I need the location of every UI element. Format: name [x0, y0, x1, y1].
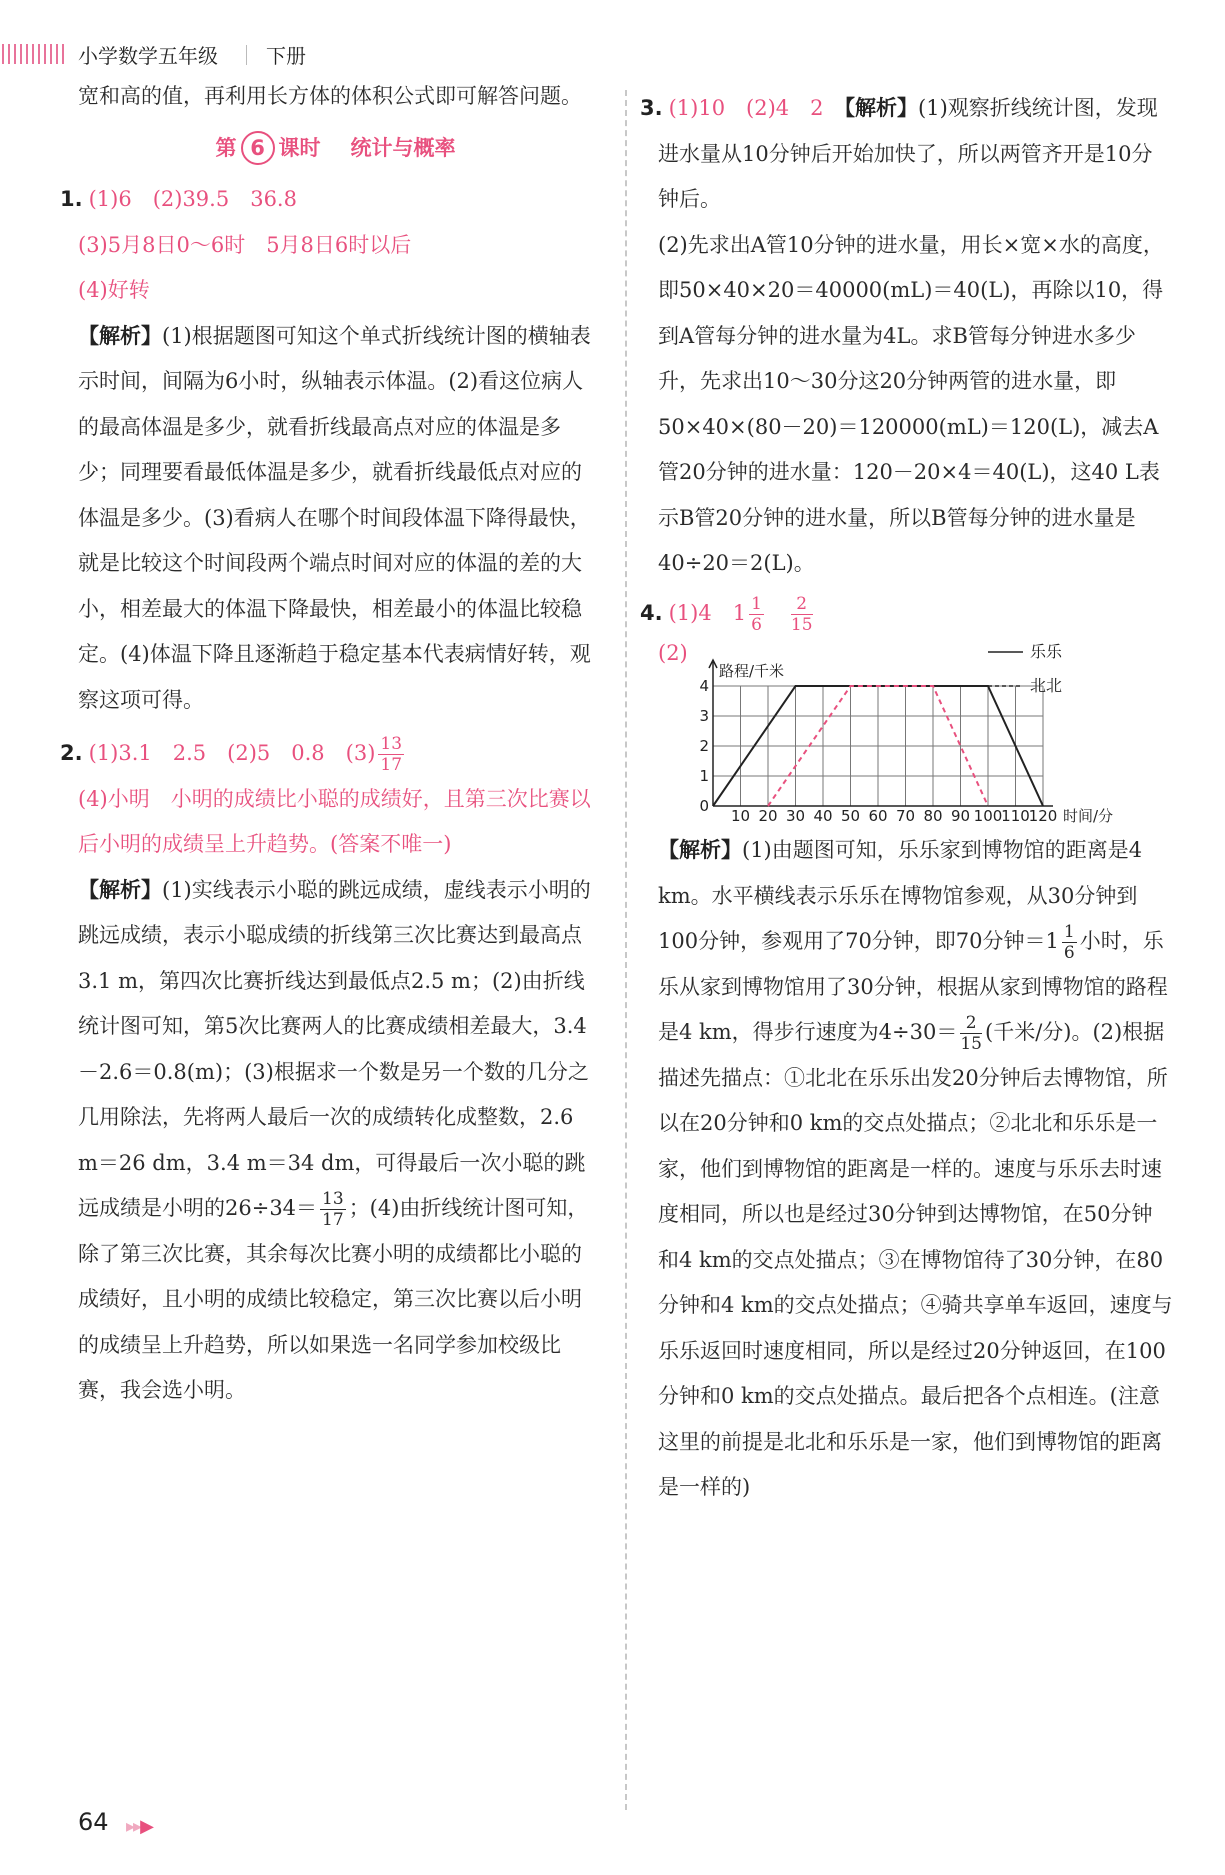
x-tick-label: 60	[868, 807, 888, 825]
q1-answer-1: 1. (1)6 (2)39.5 36.8	[60, 187, 297, 211]
q4-chart-block	[658, 638, 1173, 828]
q2-answer-2: (4)小明 小明的成绩比小聪的成绩好，且第三次比赛以后小明的成绩呈上升趋势。(答案不唯一)	[78, 786, 591, 856]
column-divider	[625, 90, 627, 1810]
header-separator	[246, 45, 247, 65]
x-tick-label: 20	[758, 807, 778, 825]
x-tick-label: 120	[1028, 807, 1058, 825]
footer-arrows-icon: ▸▸▶	[126, 1816, 152, 1837]
y-tick-label: 3	[699, 707, 709, 725]
q2-explanation-fraction: $\frac{13}{17}$	[322, 1189, 344, 1230]
lesson-suffix: 课时	[278, 135, 321, 160]
left-column	[60, 74, 593, 1414]
y-tick-label: 2	[699, 737, 709, 755]
header-decoration	[2, 44, 64, 64]
x-tick-label: 30	[785, 807, 806, 825]
q3-number: 3.	[640, 96, 663, 120]
legend-label: 北北	[1030, 676, 1063, 695]
y-tick-label: 0	[699, 797, 709, 815]
q2-jiexi-label: 【解析】	[78, 877, 162, 902]
right-column	[640, 86, 1173, 1511]
legend-label: 乐乐	[1030, 642, 1063, 661]
page-header	[0, 36, 1225, 72]
lesson-prefix: 第	[215, 135, 237, 160]
q4-explanation-fraction-1: $\frac{1}{6}$	[1063, 922, 1075, 963]
q3-jiexi-label: 【解析】	[844, 96, 919, 120]
q2-answer-fraction: $\frac{13}{17}$	[380, 734, 403, 775]
lesson-number: 6	[241, 131, 275, 165]
q1-number: 1.	[60, 187, 83, 211]
intro-text: 宽和高的值，再利用长方体的体积公式即可解答问题。	[78, 84, 582, 108]
q4-explanation-fraction-2: $\frac{2}{15}$	[960, 1013, 982, 1054]
y-tick-label: 1	[699, 767, 709, 785]
q4-answer-1: 4. (1)4 1 $\frac{1}{6}$ $\frac{2}{15}$	[640, 593, 813, 635]
q2-explanation: 【解析】(1)实线表示小聪的跳远成绩，虚线表示小明的跳远成绩，表示小聪成绩的折线第三次比赛达到最高点3.1 m，第四次比赛折线达到最低点2.5 m；(2)由折线统计图可知，第5次比赛两人的比赛成绩相差最大，3.4－2.6＝0.8(m)；(3)根据求一个数是另一个数的几分之几用除法，先将两人最后一次的成绩转化成整数，2.6 m＝26 dm，3.4 m＝34 dm，可得最后一次小聪的跳远成绩是小明的26÷34＝ $\frac{13}{17}$ ；(4)由折线统计图可知，除了第三次比赛，其余每次比赛小明的成绩都比小聪的成绩好，且小明的成绩比较稳定，第三次比赛以后小明的成绩呈上升趋势，所以如果选一名同学参加校级比赛，我会选小明。	[78, 877, 591, 1402]
q2-number: 2.	[60, 741, 83, 765]
x-tick-label: 110	[1001, 807, 1030, 825]
x-tick-label: 90	[950, 807, 971, 825]
q1-explanation: 【解析】(1)根据题图可知这个单式折线统计图的横轴表示时间，间隔为6小时，纵轴表示体温。(2)看这位病人的最高体温是多少，就看折线最高点对应的体温是多少；同理要看最低体温是多少，就看折线最低点对应的体温是多少。(3)看病人在哪个时间段体温下降得最快，就是比较这个时间段两个端点时间对应的体温的差的大小，相差最大的体温下降最快，相差最小的体温比较稳定。(4)体温下降且逐渐趋于稳定基本代表病情好转，观察这项可得。	[78, 323, 591, 712]
q4-answer-2-label: (2)	[658, 641, 688, 665]
y-axis-label: 路程/千米	[719, 662, 785, 680]
x-tick-label: 80	[923, 807, 943, 825]
distance-time-chart	[658, 638, 1173, 828]
x-tick-label: 100	[973, 807, 1003, 825]
q1-answer-3: (4)好转	[78, 278, 150, 302]
q1-jiexi-label: 【解析】	[78, 323, 162, 348]
q4-number: 4.	[640, 600, 663, 625]
q4-explanation: 【解析】(1)由题图可知，乐乐家到博物馆的距离是4 km。水平横线表示乐乐在博物馆参观，从30分钟到100分钟，参观用了70分钟，即70分钟＝1 $\frac{1}{6}$ 小时，乐乐从家到博物馆用了30分钟，根据从家到博物馆的路程是4 km，得步行速度为4÷30＝ $\frac{2}{15}$ (千米/分)。(2)根据描述先描点：①北北在乐乐出发20分钟后去博物馆，所以在20分钟和0 km的交点处描点；②北北和乐乐是一家，他们到博物馆的距离是一样的。速度与乐乐去时速度相同，所以也是经过30分钟到达博物馆，在50分钟和4 km的交点处描点；③在博物馆待了30分钟，在80分钟和4 km的交点处描点；④骑共享单车返回，速度与乐乐返回时速度相同，所以是经过20分钟返回，在100分钟和0 km的交点处描点。最后把各个点相连。(注意这里的前提是北北和乐乐是一家，他们到博物馆的距离是一样的)	[658, 838, 1173, 1499]
x-axis-label: 时间/分	[1063, 807, 1114, 825]
book-title: 小学数学五年级	[78, 44, 218, 68]
x-tick-label: 10	[730, 807, 751, 825]
x-tick-label: 50	[840, 807, 861, 825]
q3-answer: 3. (1)10 (2)4 2 【解析】(1)观察折线统计图，发现进水量从10分钟后开始加快了，所以两管齐开是10分钟后。	[640, 96, 1158, 211]
book-volume: 下册	[266, 44, 306, 68]
q2-answer-1: 2. (1)3.1 2.5 (2)5 0.8 (3) $\frac{13}{17}$	[60, 734, 403, 775]
q3-explanation: (2)先求出A管10分钟的进水量，用长×宽×水的高度，即50×40×20＝40000(mL)＝40(L)，再除以10，得到A管每分钟的进水量为4L。求B管每分钟进水多少升，先求出10～30分这20分钟两管的进水量，即50×40×(80－20)＝120000(mL)＝120(L)，减去A管20分钟的进水量：120－20×4＝40(L)，这40 L表示B管20分钟的进水量，所以B管每分钟的进水量是40÷20＝2(L)。	[658, 232, 1164, 575]
x-tick-label: 70	[895, 807, 916, 825]
q4-answer-fraction-1: $\frac{1}{6}$	[751, 593, 762, 635]
lesson-topic: 统计与概率	[350, 135, 456, 160]
y-tick-label: 4	[699, 677, 709, 695]
lesson-heading	[78, 126, 593, 172]
q4-jiexi-label: 【解析】	[658, 838, 742, 862]
q4-answer-fraction-2: $\frac{2}{15}$	[790, 593, 813, 635]
page-number: 64	[78, 1808, 109, 1836]
q1-answer-2: (3)5月8日0～6时 5月8日6时以后	[78, 232, 412, 257]
x-tick-label: 40	[813, 807, 833, 825]
